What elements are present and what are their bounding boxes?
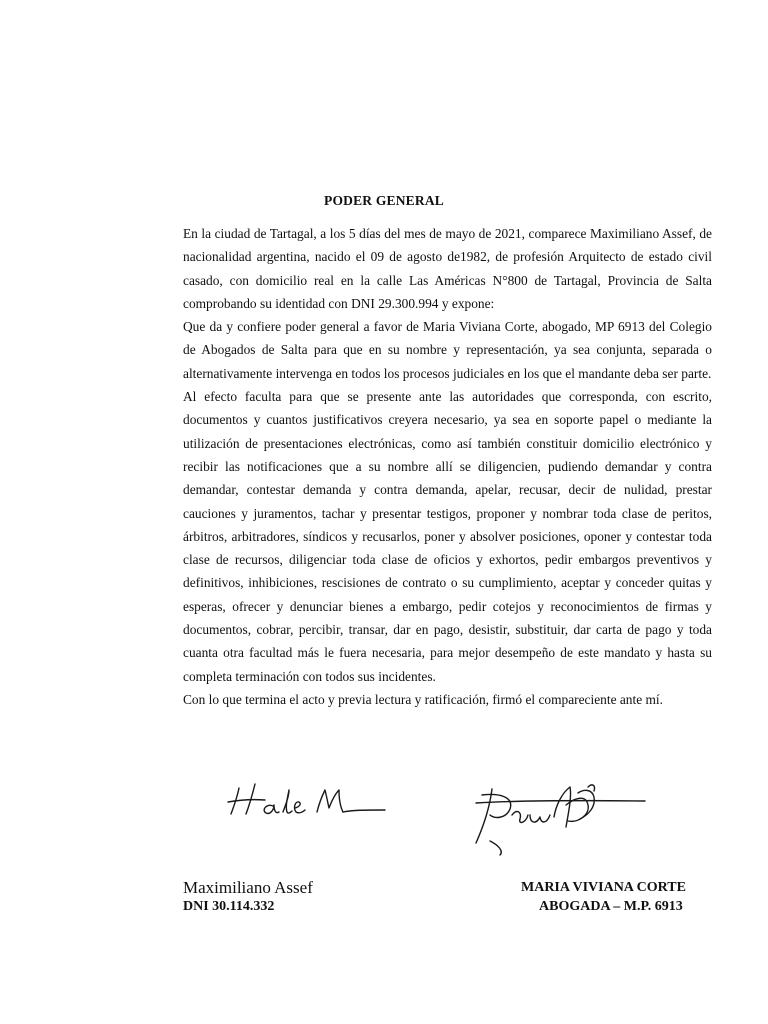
left-signer-dni: DNI 30.114.332	[183, 899, 275, 914]
paragraph-grant: Que da y confiere poder general a favor de Maria Viviana Corte, abogado, MP 6913 del Colegio de Abogados de Salta para que en su nombre y representación, ya sea conjunta, separada o alternativamente intervenga en todos los procesos judiciales en los que el mandante deba ser parte.	[183, 319, 712, 381]
right-signer-name: MARIA VIVIANA CORTE	[521, 880, 686, 895]
document-title: PODER GENERAL	[324, 193, 444, 208]
right-signature-icon	[470, 775, 650, 860]
right-signer-role: ABOGADA – M.P. 6913	[539, 899, 683, 914]
paragraph-powers: Al efecto faculta para que se presente ante las autoridades que corresponda, con escrito, documentos y cuantos justificativos creyera necesario, ya sea en soporte papel o mediante la utilización de presentaciones electrónicas, como así también constituir domicilio electrónico y recibir las notificaciones que a su nombre allí se diligencien, pudiendo demandar y contra demandar, contestar demanda y contra demanda, apelar, recusar, decir de nulidad, prestar cauciones y juramentos, tachar y presentar testigos, proponer y nombrar toda clase de peritos, árbitros, arbitradores, síndicos y recusarlos, poner y absolver posiciones, oponer y contestar toda clase de recursos, diligenciar toda clase de oficios y exhortos, pedir embargos preventivos y definitivos, inhibiciones, rescisiones de contrato o su cumplimiento, aceptar y conceder quitas y esperas, ofrecer y denunciar bienes a embargo, pedir cotejos y reconocimientos de firmas y documentos, cobrar, percibir, transar, dar en pago, desistir, substituir, dar carta de pago y toda cuanta otra facultad más le fuera necesaria, para mejor desempeño de este mandato y hasta su completa terminación con todos sus incidentes.	[183, 389, 712, 684]
paragraph-appearance: En la ciudad de Tartagal, a los 5 días del mes de mayo de 2021, comparece Maximiliano Assef, de nacionalidad argentina, nacido el 09 de agosto de1982, de profesión Arquitecto de estado civil casado, con domicilio real en la calle Las Américas N°800 de Tartagal, Provincia de Salta comprobando su identidad con DNI 29.300.994 y expone:	[183, 226, 712, 311]
document-body	[183, 222, 712, 711]
left-signer-name: Maximiliano Assef	[183, 878, 313, 897]
paragraph-closing: Con lo que termina el acto y previa lectura y ratificación, firmó el compareciente ante mí.	[183, 691, 663, 707]
left-signature-icon	[225, 770, 405, 830]
